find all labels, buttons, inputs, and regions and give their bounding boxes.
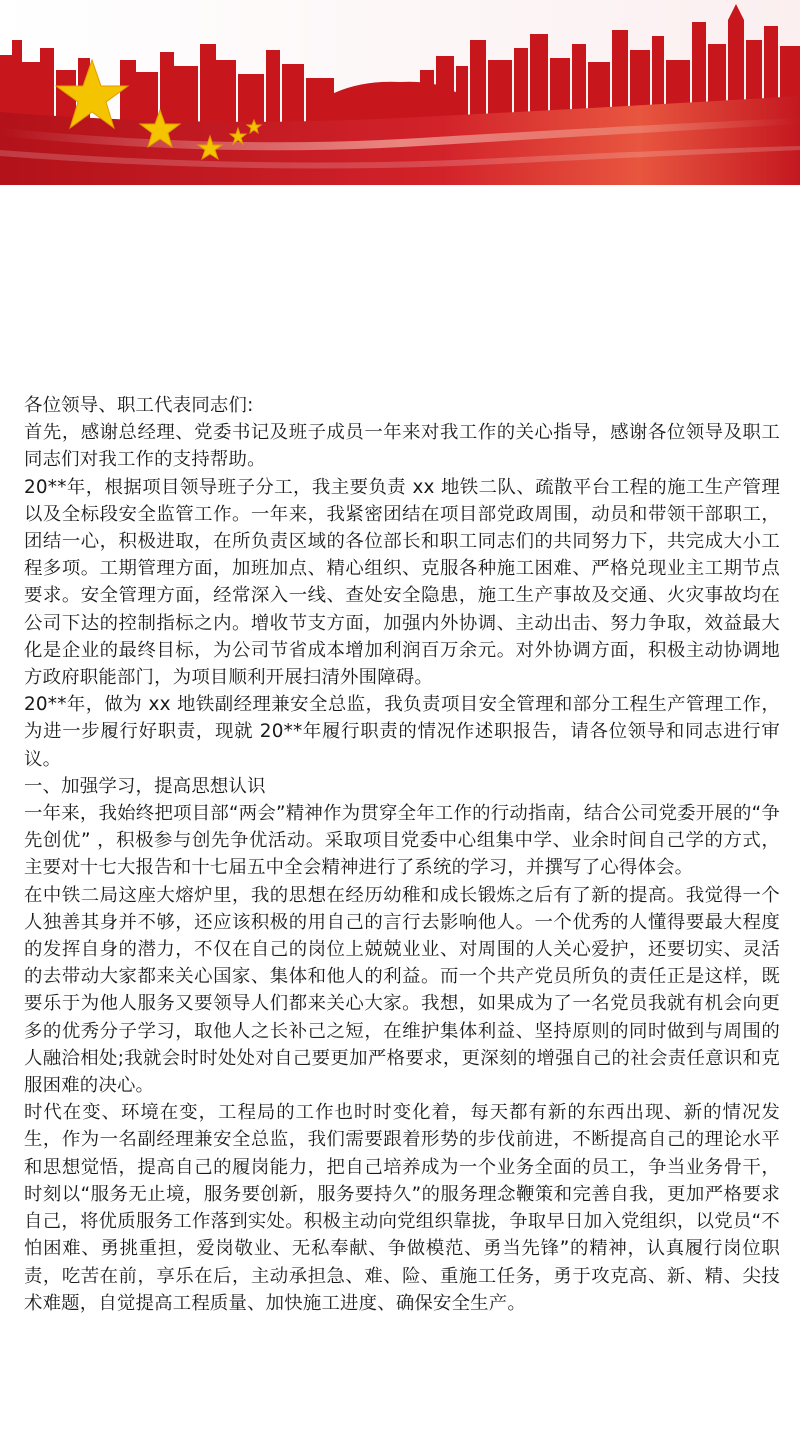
salutation: 各位领导、职工代表同志们: <box>24 395 254 416</box>
header-banner <box>0 0 800 185</box>
paragraph-work-summary: 20**年，根据项目领导班子分工，我主要负责 xx 地铁二队、疏散平台工程的施工生产管理以及全标段安全监管工作。一年来，我紧密团结在项目部党政周围，动员和带领干部职工，团结一心，积极进取，在所负责区域的各位部长和职工同志们的共同努力下，共完成大小工程多项。工期管理方面，加班加点、精心组织、克服各种施工困难、严格兑现业主工期节点要求。安全管理方面，经常深入一线、查处安全隐患，施工生产事故及交通、火灾事故均在公司下达的控制指标之内。增收节支方面，加强内外协调、主动出击、努力争取，效益最大化是企业的最终目标，为公司节省成本增加利润百万余元。对外协调方面，积极主动协调地方政府职能部门，为项目顺利开展扫清外围障碍。 <box>24 476 780 689</box>
report-body <box>24 392 780 1317</box>
paragraph-intro: 20**年，做为 xx 地铁副经理兼安全总监，我负责项目安全管理和部分工程生产管理工作，为进一步履行好职责，现就 20**年履行职责的情况作述职报告，请各位领导和同志进行审议。 <box>24 694 780 770</box>
paragraph-thanks: 首先，感谢总经理、党委书记及班子成员一年来对我工作的关心指导，感谢各位领导及职工同志们对我工作的支持帮助。 <box>24 422 780 471</box>
paragraph-study: 一年来，我始终把项目部“两会”精神作为贯穿全年工作的行动指南，结合公司党委开展的“争先创优” ，积极参与创先争优活动。采取项目党委中心组集中学、业余时间自己学的方式，主要对十七大报告和十七届五中全会精神进行了系统的学习，并撰写了心得体会。 <box>24 803 780 879</box>
section-heading: 一、加强学习，提高思想认识 <box>24 775 266 797</box>
paragraph-thoughts: 在中铁二局这座大熔炉里，我的思想在经历幼稚和成长锻炼之后有了新的提高。我觉得一个人独善其身并不够，还应该积极的用自己的言行去影响他人。一个优秀的人懂得要最大程度的发挥自身的潜力，不仅在自己的岗位上兢兢业业、对周围的人关心爱护，还要切实、灵活的去带动大家都来关心国家、集体和他人的利益。而一个共产党员所负的责任正是这样，既要乐于为他人服务又要领导人们都来关心大家。我想，如果成为了一名党员我就有机会向更多的优秀分子学习，取他人之长补己之短，在维护集体利益、坚持原则的同时做到与周围的人融洽相处;我就会时时处处对自己要更加严格要求，更深刻的增强自己的社会责任意识和克服困难的决心。 <box>24 884 780 1097</box>
paragraph-development: 时代在变、环境在变，工程局的工作也时时变化着，每天都有新的东西出现、新的情况发生，作为一名副经理兼安全总监，我们需要跟着形势的步伐前进，不断提高自己的理论水平和思想觉悟，提高自己的履岗能力，把自己培养成为一个业务全面的员工，争当业务骨干，时刻以“服务无止境，服务要创新，服务要持久”的服务理念鞭策和完善自我，更加严格要求自己，将优质服务工作落到实处。积极主动向党组织靠拢，争取早日加入党组织，以党员“不怕困难、勇挑重担，爱岗敬业、无私奉献、争做模范、勇当先锋”的精神，认真履行岗位职责，吃苦在前，享乐在后，主动承担急、难、险、重施工任务，勇于攻克高、新、精、尖技术难题，自觉提高工程质量、加快施工进度、确保安全生产。 <box>24 1102 780 1314</box>
